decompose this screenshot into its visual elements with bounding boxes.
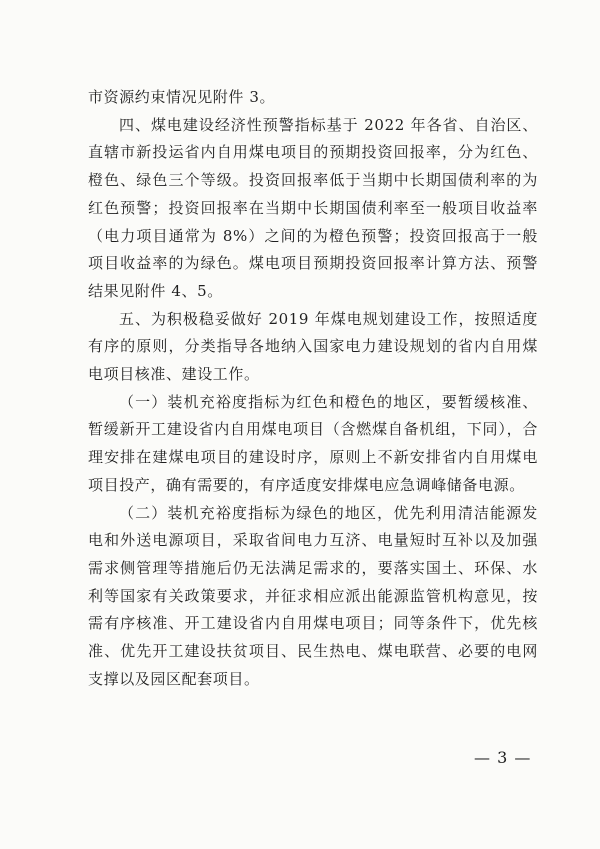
paragraph-five: 五、为积极稳妥做好 2019 年煤电规划建设工作，按照适度有序的原则，分类指导各地纳入国家电力建设规划的省内自用煤电项目核准、建设工作。: [88, 309, 538, 384]
paragraph-four: 四、煤电建设经济性预警指标基于 2022 年各省、自治区、直辖市新投运省内自用煤电项目的预期投资回报率，分为红色、橙色、绿色三个等级。投资回报率低于当期中长期国债利率的为红色预警；投资回报率在当期中长期国债利率至一般项目收益率（电力项目通常为 8%）之间的为橙色预警；投资回报高于一般项目收益率的为绿色。煤电项目预期投资回报率计算方法、预警结果见附件 4、5。: [88, 115, 538, 300]
paragraph-five-one: （一）装机充裕度指标为红色和橙色的地区，要暂缓核准、暂缓新开工建设省内自用煤电项目（含燃煤自备机组，下同），合理安排在建煤电项目的建设时序，原则上不新安排省内自用煤电项目投产，确有需要的，有序适度安排煤电应急调峰储备电源。: [88, 392, 538, 494]
document-body: [88, 84, 538, 693]
paragraph-continuation: 市资源约束情况见附件 3。: [88, 88, 276, 106]
paragraph-five-two: （二）装机充裕度指标为绿色的地区，优先利用清洁能源发电和外送电源项目，采取省间电力互济、电量短时互补以及加强需求侧管理等措施后仍无法满足需求的，要落实国土、环保、水利等国家有关政策要求，并征求相应派出能源监管机构意见，按需有序核准、开工建设省内自用煤电项目；同等条件下，优先核准、优先开工建设扶贫项目、民生热电、煤电联营、必要的电网支撑以及园区配套项目。: [88, 503, 538, 688]
page-number: — 3 —: [474, 748, 532, 767]
